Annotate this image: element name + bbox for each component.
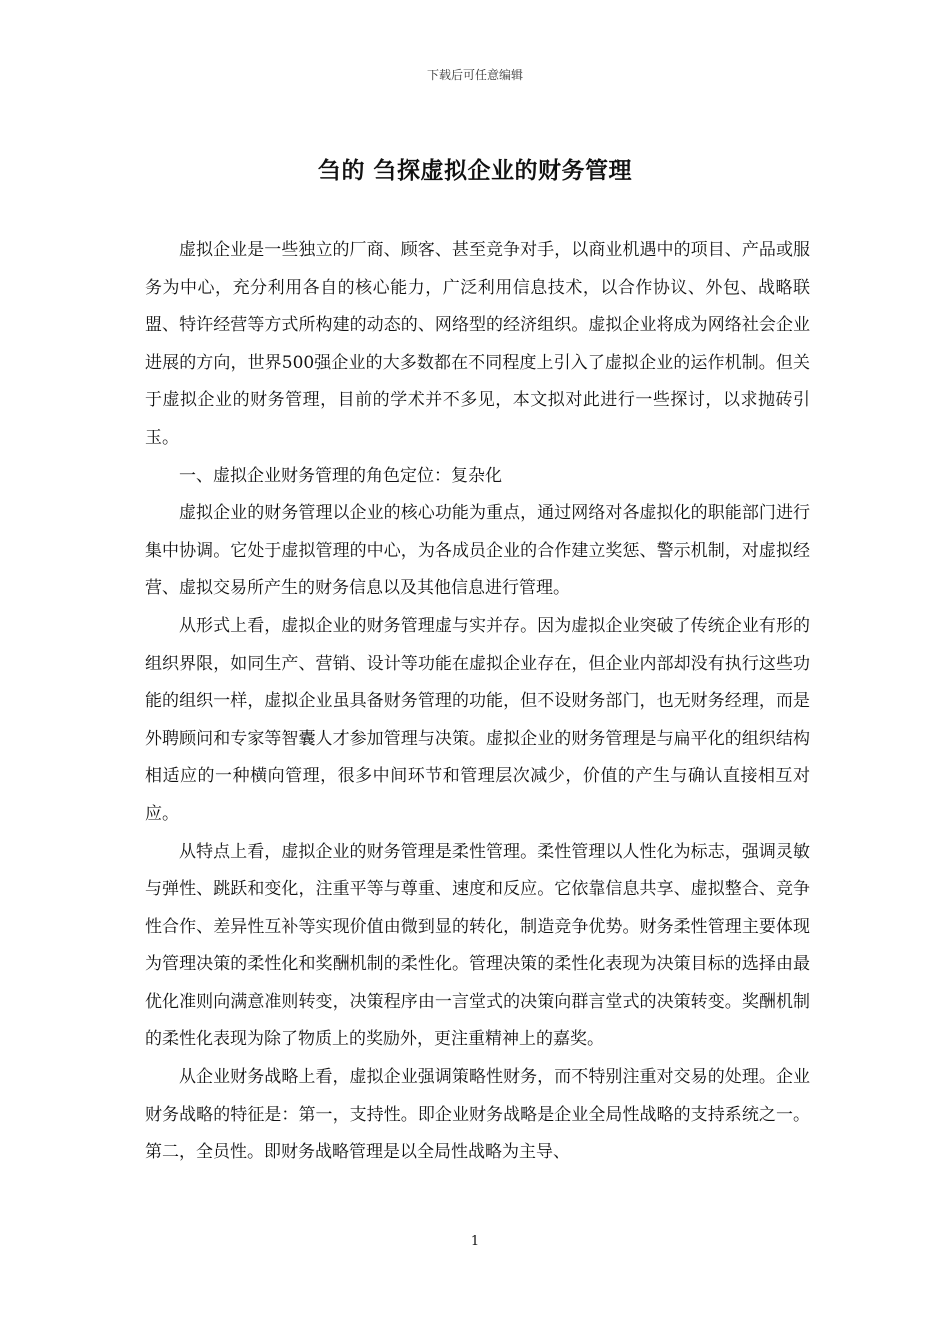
header-note: 下载后可任意编辑	[426, 68, 523, 82]
paragraph-strategy: 从企业财务战略上看，虚拟企业强调策略性财务，而不特别注重对交易的处理。企业财务战略的特征是：第一，支持性。即企业财务战略是企业全局性战略的支持系统之一。第二，全员性。即财务战略管理是以全局性战略为主导、	[145, 1067, 810, 1163]
paragraph-role: 虚拟企业的财务管理以企业的核心功能为重点，通过网络对各虚拟化的职能部门进行集中协调。它处于虚拟管理的中心，为各成员企业的合作建立奖惩、警示机制，对虚拟经营、虚拟交易所产生的财务信息以及其他信息进行管理。	[145, 503, 810, 599]
page-number: 1	[470, 1234, 480, 1249]
paragraph-intro: 虚拟企业是一些独立的厂商、顾客、甚至竞争对手，以商业机遇中的项目、产品或服务为中心，充分利用各自的核心能力，广泛利用信息技术，以合作协议、外包、战略联盟、特许经营等方式所构建的动态的、网络型的经济组织。虚拟企业将成为网络社会企业进展的方向，世界500强企业的大多数都在不同程度上引入了虚拟企业的运作机制。但关于虚拟企业的财务管理，目前的学术并不多见，本文拟对此进行一些探讨，以求抛砖引玉。	[145, 240, 810, 448]
paragraph-form: 从形式上看，虚拟企业的财务管理虚与实并存。因为虚拟企业突破了传统企业有形的组织界限，如同生产、营销、设计等功能在虚拟企业存在，但企业内部却没有执行这些功能的组织一样，虚拟企业虽具备财务管理的功能，但不设财务部门，也无财务经理，而是外聘顾问和专家等智囊人才参加管理与决策。虚拟企业的财务管理是与扁平化的组织结构相适应的一种横向管理，很多中间环节和管理层次减少，价值的产生与确认直接相互对应。	[145, 615, 810, 824]
section-heading-1: 一、虚拟企业财务管理的角色定位：复杂化	[179, 465, 502, 486]
document-body	[145, 232, 810, 1172]
paragraph-features: 从特点上看，虚拟企业的财务管理是柔性管理。柔性管理以人性化为标志，强调灵敏与弹性、跳跃和变化，注重平等与尊重、速度和反应。它依靠信息共享、虚拟整合、竞争性合作、差异性互补等实现价值由微到显的转化，制造竞争优势。财务柔性管理主要体现为管理决策的柔性化和奖酬机制的柔性化。管理决策的柔性化表现为决策目标的选择由最优化准则向满意准则转变，决策程序由一言堂式的决策向群言堂式的决策转变。奖酬机制的柔性化表现为除了物质上的奖励外，更注重精神上的嘉奖。	[145, 841, 810, 1050]
document-title: 刍的 刍探虚拟企业的财务管理	[317, 158, 632, 184]
